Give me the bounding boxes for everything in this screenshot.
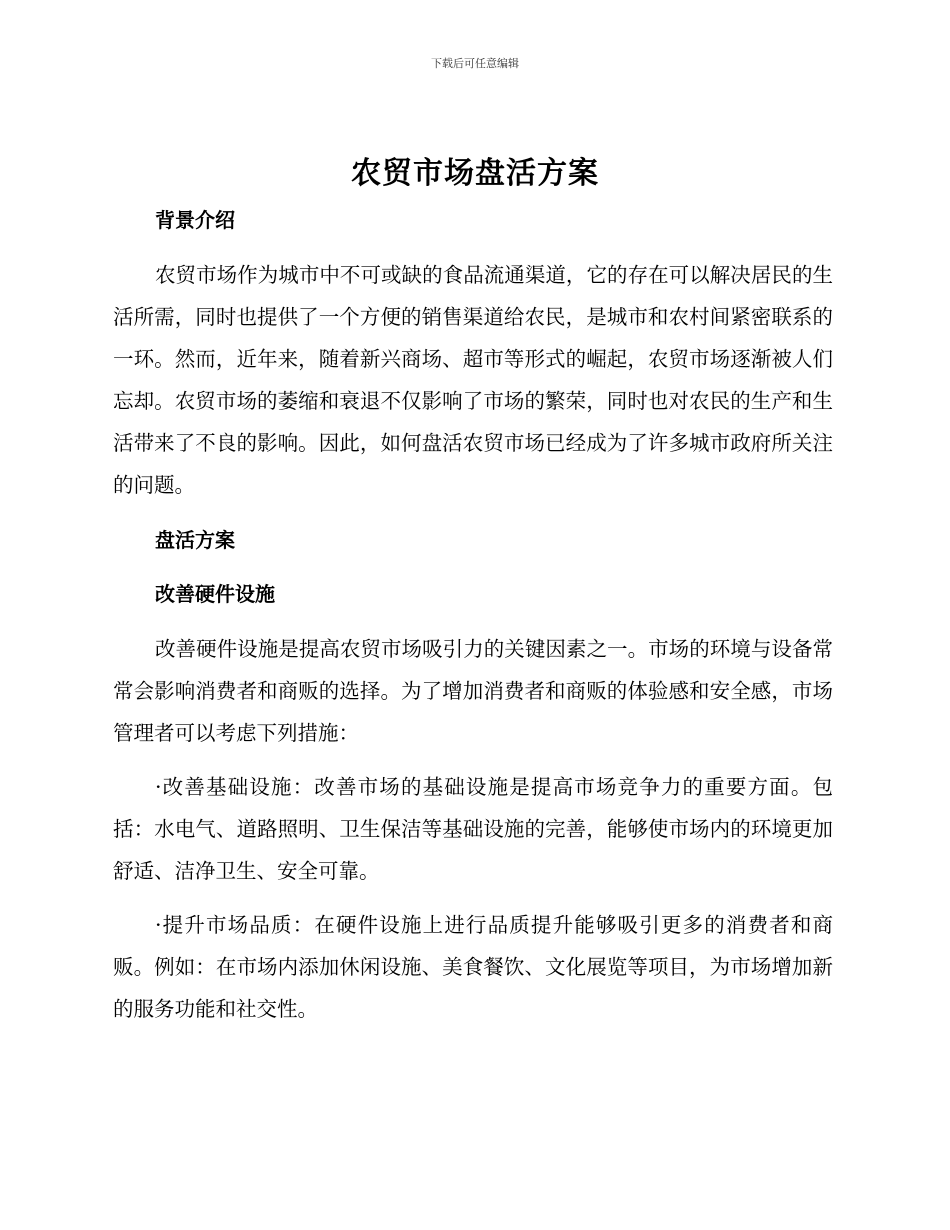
- header-note: 下载后可任意编辑: [431, 57, 519, 70]
- paragraph-background: 农贸市场作为城市中不可或缺的食品流通渠道，它的存在可以解决居民的生活所需，同时也提供了一个方便的销售渠道给农民，是城市和农村间紧密联系的一环。然而，近年来，随着新兴商场、超市等形式的崛起，农贸市场逐渐被人们忘却。农贸市场的萎缩和衰退不仅影响了市场的繁荣，同时也对农民的生产和生活带来了不良的影响。因此，如何盘活农贸市场已经成为了许多城市政府所关注的问题。: [113, 263, 833, 497]
- section-heading-plan: 盘活方案: [155, 528, 235, 552]
- page-title: 农贸市场盘活方案: [351, 156, 599, 191]
- paragraph-hardware: 改善硬件设施是提高农贸市场吸引力的关键因素之一。市场的环境与设备常常会影响消费者和商贩的选择。为了增加消费者和商贩的体验感和安全感，市场管理者可以考虑下列措施：: [113, 637, 833, 745]
- section-heading-hardware: 改善硬件设施: [155, 582, 275, 606]
- bullet-item-quality: ·提升市场品质：在硬件设施上进行品质提升能够吸引更多的消费者和商贩。例如：在市场内添加休闲设施、美食餐饮、文化展览等项目，为市场增加新的服务功能和社交性。: [113, 913, 833, 1021]
- section-heading-background: 背景介绍: [155, 208, 235, 232]
- bullet-item-infrastructure: ·改善基础设施：改善市场的基础设施是提高市场竞争力的重要方面。包括：水电气、道路照明、卫生保洁等基础设施的完善，能够使市场内的环境更加舒适、洁净卫生、安全可靠。: [113, 775, 833, 883]
- document-body: [113, 200, 833, 1030]
